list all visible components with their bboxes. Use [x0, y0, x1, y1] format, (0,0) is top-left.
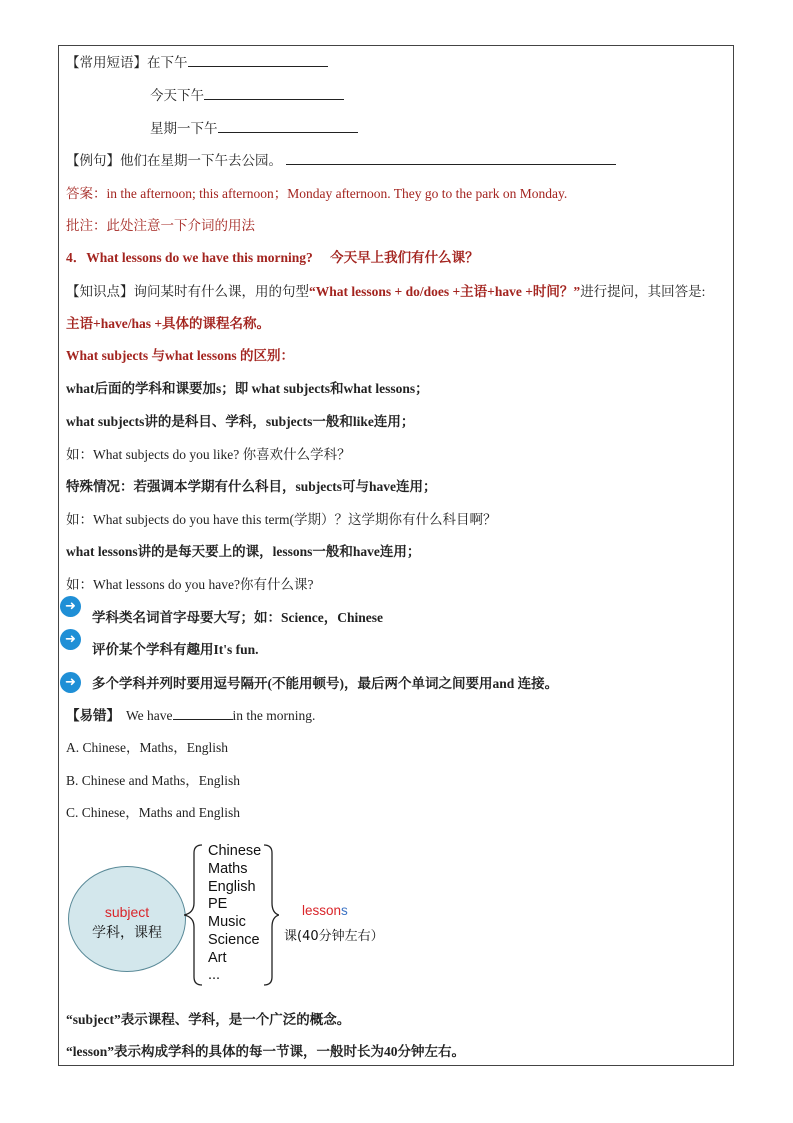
error-blank[interactable] [173, 706, 233, 720]
circle-en: subject [104, 904, 150, 920]
knowledge-row [66, 283, 705, 301]
phrase-3-blank[interactable] [218, 119, 358, 133]
difference-line-7: 如：What lessons do you have?你有什么课? [66, 577, 314, 592]
difference-line-6: what lessons讲的是每天要上的课，lessons一般和have连用； [66, 544, 421, 559]
example-blank[interactable] [286, 151, 616, 165]
arrow-note-3: 多个学科并列时要用逗号隔开(不能用顿号)，最后两个单词之间要用and 连接。 [92, 676, 559, 691]
answer-text: 答案：in the afternoon; this afternoon；Monday afternoon. They go to the park on Monday. [66, 186, 568, 201]
error-option-b[interactable]: B. Chinese and Maths，English [66, 773, 240, 788]
subject-item: Music [208, 914, 246, 930]
lessons-s: s [341, 903, 348, 918]
subject-circle [68, 866, 186, 972]
arrow-right-circle-icon: ➜ [60, 629, 81, 650]
answer-pattern: 主语+have/has +具体的课程名称。 [66, 316, 271, 331]
subject-item: Science [208, 932, 260, 948]
error-option-c[interactable]: C. Chinese，Maths and English [66, 805, 240, 820]
lessons-main: lesson [302, 903, 342, 918]
difference-line-2: what subjects讲的是科目、学科，subjects一般和like连用； [66, 414, 415, 429]
subject-item: Chinese [208, 843, 262, 859]
knowledge-tail: 进行提问，其回答是: [580, 284, 706, 299]
error-option-a[interactable]: A. Chinese，Maths，English [66, 740, 228, 755]
subject-item: Art [208, 950, 227, 966]
knowledge-label: 【知识点】 [66, 284, 134, 299]
error-q-end: in the morning. [232, 708, 316, 723]
arrow-right-circle-icon: ➜ [60, 672, 81, 693]
phrase-2-blank[interactable] [204, 86, 344, 100]
difference-line-5: 如：What subjects do you have this term(学期）？这学期你有什么科目啊？ [66, 512, 497, 527]
difference-line-4: 特殊情况：若强调本学期有什么科目，subjects可与have连用； [66, 479, 437, 494]
subject-item: English [208, 879, 256, 895]
difference-title: What subjects 与what lessons 的区别： [66, 348, 295, 363]
knowledge-pattern: “What lessons + do/does +主语+have +时间？” [309, 284, 581, 299]
phrase-1: 在下午 [147, 55, 188, 70]
arrow-note-2: 评价某个学科有趣用It's fun. [92, 642, 259, 657]
lessons-label [302, 903, 348, 918]
example-text: 他们在星期一下午去公园。 [120, 153, 282, 168]
phrase-row-1 [66, 53, 328, 72]
q4-title: 4．What lessons do we have this morning? [66, 250, 313, 265]
example-label: 【例句】 [66, 153, 120, 168]
knowledge-text: 询问某时有什么课，用的句型 [133, 284, 309, 299]
example-row [66, 151, 616, 170]
phrase-1-blank[interactable] [188, 53, 328, 67]
error-label: 【易错】 [66, 708, 120, 723]
circle-cn: 学科，课程 [92, 925, 162, 941]
difference-line-3: 如：What subjects do you like? 你喜欢什么学科？ [66, 447, 351, 462]
arrow-note-1: 学科类名词首字母要大写；如：Science，Chinese [92, 610, 383, 625]
difference-line-1: what后面的学科和课要加s；即 what subjects和what lessons； [66, 381, 429, 396]
note-text: 批注：此处注意一下介词的用法 [66, 218, 255, 233]
phrase-2: 今天下午 [150, 88, 204, 103]
phrases-label: 【常用短语】 [66, 55, 147, 70]
q4-title-cn: 今天早上我们有什么课？ [330, 250, 479, 265]
phrase-row-2 [150, 86, 344, 105]
arrow-right-circle-icon: ➜ [60, 596, 81, 617]
subject-item: PE [208, 896, 228, 912]
lessons-cn: 课(40分钟左右） [284, 929, 384, 944]
subject-item: Maths [208, 861, 248, 877]
subject-item: ... [208, 967, 221, 983]
error-q-start: We have [126, 708, 173, 723]
error-question-row [66, 706, 315, 725]
summary-line-2: “lesson”表示构成学科的具体的每一节课，一般时长为40分钟左右。 [66, 1044, 466, 1059]
phrase-row-3 [150, 119, 358, 138]
q4-title-row [66, 249, 479, 267]
phrase-3: 星期一下午 [150, 121, 218, 136]
summary-line-1: “subject”表示课程、学科，是一个广泛的概念。 [66, 1012, 351, 1027]
